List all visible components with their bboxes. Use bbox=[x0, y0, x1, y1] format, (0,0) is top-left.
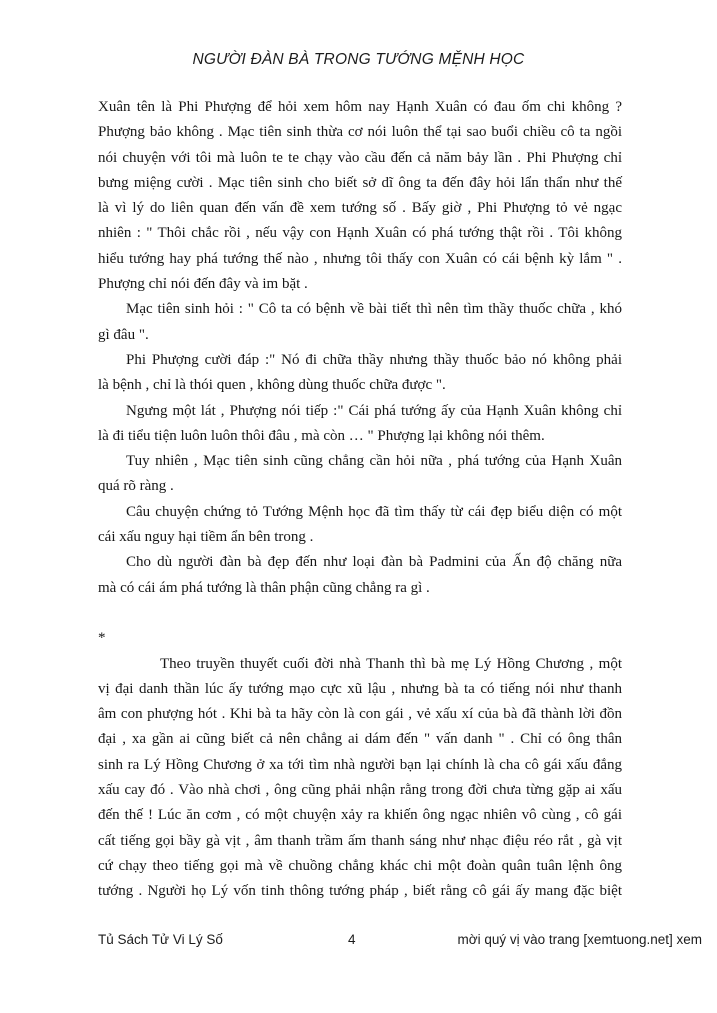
text-line: sinh ra Lý Hồng Chương ở xa tới tìm nhà người bạn lại chính là cha cô gái xấu đắng bbox=[98, 756, 622, 773]
text-line: Ngưng một lát , Phượng nói tiếp :" Cái phá tướng ấy của Hạnh Xuân không chỉ bbox=[126, 402, 622, 419]
text-line: Phượng bảo không . Mạc tiên sinh thừa cơ nói luôn thể tại sao buổi chiều cô ta ngồi bbox=[98, 124, 622, 141]
text-line: xấu cay đó . Vào nhà chơi , ông cũng phải nhận rằng trong đời chưa từng gặp ai xấu bbox=[98, 782, 622, 799]
paragraph bbox=[98, 500, 622, 551]
text-line: Câu chuyện chứng tỏ Tướng Mệnh học đã tìm thấy từ cái đẹp biểu diện có một bbox=[126, 503, 622, 520]
paragraph bbox=[98, 297, 622, 348]
page-footer bbox=[98, 932, 702, 952]
paragraph bbox=[98, 399, 622, 450]
text-line: nói chuyện với tôi mà luôn te te chạy vào cầu đến cả năm bảy lần . Phi Phượng chỉ bbox=[98, 149, 622, 166]
footer-promo-link: mời quý vị vào trang [xemtuong.net] xem bbox=[457, 932, 702, 947]
paragraph bbox=[98, 550, 622, 601]
text-line: đại , xa gần ai cũng biết cả nên chẳng ai dám đến " vấn danh " . Chỉ có ông thân bbox=[98, 731, 622, 748]
text-line: quá rõ ràng . bbox=[98, 478, 174, 495]
text-line: Phi Phượng cười đáp :" Nó đi chữa thầy nhưng thầy thuốc bảo nó không phải bbox=[126, 351, 622, 368]
text-line: âm con phượng hót . Khi bà ta hãy còn là con gái , vẻ xấu xí của bà đã thành lời đồn bbox=[98, 706, 622, 723]
text-line: nhiên : " Thôi chắc rồi , nếu vậy con Hạnh Xuân có phá tướng thật rồi . Tôi không bbox=[98, 225, 622, 242]
text-line: đến thế ! Lúc ăn cơm , có một chuyện xảy ra khiến ông ngạc nhiên vô cùng , cô gái bbox=[98, 807, 622, 824]
page-body bbox=[98, 95, 622, 905]
text-line: hiểu tướng hay phá tướng thế nào , nhưng tôi thấy con Xuân có cái bệnh kỳ lắm " . bbox=[98, 250, 622, 267]
footer-book-series: Tủ Sách Tử Vi Lý Số bbox=[98, 932, 223, 947]
text-line: gì đâu ". bbox=[98, 326, 149, 343]
text-line: vị đại danh thần lúc ấy tướng mạo cực xũ lậu , nhưng bà ta có tiếng nói như thanh bbox=[98, 680, 622, 697]
text-line: Theo truyền thuyết cuối đời nhà Thanh thì bà mẹ Lý Hồng Chương , một bbox=[160, 655, 622, 672]
paragraph bbox=[98, 449, 622, 500]
paragraph bbox=[98, 95, 622, 297]
text-line: mà có cái ám phá tướng là thân phận cũng chẳng ra gì . bbox=[98, 579, 430, 596]
text-line: cất tiếng gọi bầy gà vịt , âm thanh trầm ấm thanh sáng như nhạc điệu réo rắt , gà vịt bbox=[98, 832, 622, 849]
paragraph bbox=[98, 652, 622, 905]
text-line: là đi tiểu tiện luôn luôn thôi đâu , mà còn … " Phượng lại không nói thêm. bbox=[98, 427, 545, 444]
section-divider-star: * bbox=[98, 630, 106, 647]
text-line: Phượng chỉ nói đến đây và im bặt . bbox=[98, 276, 308, 293]
text-line: Xuân tên là Phi Phượng để hỏi xem hôm nay Hạnh Xuân có đau ốm chi không ? bbox=[98, 99, 622, 115]
text-line: tướng . Người họ Lý vốn tinh thông tướng pháp , biết rằng cô gái ấy mang đặc biệt bbox=[98, 883, 622, 900]
page-header-title: NGƯỜI ĐÀN BÀ TRONG TƯỚNG MỆNH HỌC bbox=[192, 51, 525, 68]
text-line: cứ chạy theo tiếng gọi mà về chuồng chẳng khác chi một đoàn quân tuân lệnh ông bbox=[98, 857, 622, 874]
text-line: bưng miệng cười . Mạc tiên sinh cho biết sở dĩ ông ta đến đây hỏi lẩn thẩn như thế bbox=[98, 174, 622, 191]
text-line: Mạc tiên sinh hỏi : " Cô ta có bệnh về bài tiết thì nên tìm thầy thuốc chữa , khó bbox=[126, 301, 622, 318]
text-line: là vì lý do liên quan đến vấn đề xem tướng số . Bấy giờ , Phi Phượng tỏ vẻ ngạc bbox=[98, 200, 622, 217]
text-line: là bệnh , chỉ là thói quen , không dùng thuốc chữa được ". bbox=[98, 377, 446, 394]
paragraph bbox=[98, 348, 622, 399]
text-line: cái xấu nguy hại tiềm ẩn bên trong . bbox=[98, 529, 314, 546]
text-line: Tuy nhiên , Mạc tiên sinh cũng chẳng cần hỏi nữa , phá tướng của Hạnh Xuân bbox=[126, 453, 622, 470]
text-line: Cho dù người đàn bà đẹp đến như loại đàn bà Padmini của Ấn độ chăng nữa bbox=[126, 554, 622, 571]
footer-page-number: 4 bbox=[348, 932, 356, 947]
